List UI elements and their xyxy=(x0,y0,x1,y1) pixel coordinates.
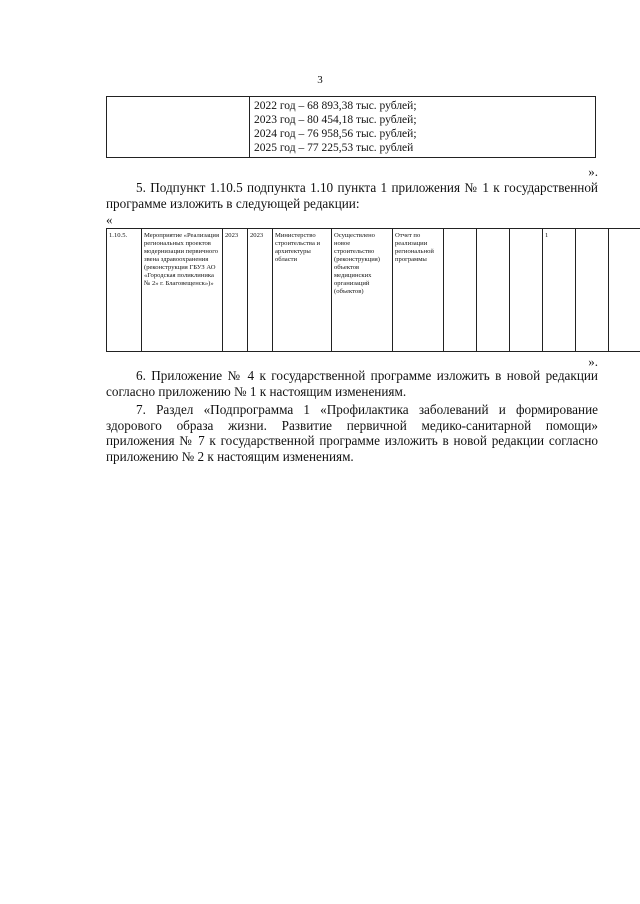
opening-quote: « xyxy=(106,212,113,227)
funding-table xyxy=(106,96,596,158)
cell-empty-5 xyxy=(609,229,640,352)
table-row xyxy=(107,229,640,352)
cell-number: 1.10.5. xyxy=(107,229,142,352)
program-table xyxy=(106,228,640,352)
cell-responsible: Министерство строительства и архитектуры области xyxy=(273,229,332,352)
paragraph-7 xyxy=(106,402,598,464)
funding-line-2022: 2022 год – 68 893,38 тыс. рублей; xyxy=(254,100,417,112)
paragraph-5-text: 5. Подпункт 1.10.5 подпункта 1.10 пункта 1 приложения № 1 к государственной программе изложить в следующей редакции: xyxy=(106,180,598,211)
paragraph-6 xyxy=(106,368,598,399)
paragraph-7-text: 7. Раздел «Подпрограмма 1 «Профилактика заболеваний и формирование здорового образа жизни. Развитие первичной медико-санитарной помощи» приложения № 7 к государственной программе изложить в новой редакции согласно приложению № 2 к настоящим изменениям. xyxy=(106,402,598,464)
closing-quote-1: ». xyxy=(588,164,598,179)
paragraph-5 xyxy=(106,180,598,211)
cell-result: Осуществлено новое строительство (реконструкция) объектов медицинских организаций (объектов) xyxy=(332,229,393,352)
paragraph-6-text: 6. Приложение № 4 к государственной программе изложить в новой редакции согласно приложению № 1 к настоящим изменениям. xyxy=(106,368,598,399)
cell-year-end: 2023 xyxy=(248,229,273,352)
cell-empty-3 xyxy=(510,229,543,352)
cell-year-start: 2023 xyxy=(223,229,248,352)
cell-empty-2 xyxy=(477,229,510,352)
closing-quote-2: ». xyxy=(588,354,598,369)
funding-table-left-cell xyxy=(107,97,250,158)
funding-line-2024: 2024 год – 76 958,56 тыс. рублей; xyxy=(254,128,417,140)
funding-line-2023: 2023 год – 80 454,18 тыс. рублей; xyxy=(254,114,417,126)
funding-table-values-cell xyxy=(250,97,596,158)
cell-measure-name: Мероприятие «Реализация региональных проектов модернизации первичного звена здравоохранения (реконструкция ГБУЗ АО «Городская поликлиника № 2» г. Благовещенск»)» xyxy=(142,229,223,352)
page-number: 3 xyxy=(317,74,323,86)
cell-report: Отчет по реализации региональной программы xyxy=(393,229,444,352)
cell-empty-4 xyxy=(576,229,609,352)
cell-empty-1 xyxy=(444,229,477,352)
cell-value: 1 xyxy=(543,229,576,352)
funding-line-2025: 2025 год – 77 225,53 тыс. рублей xyxy=(254,142,414,154)
